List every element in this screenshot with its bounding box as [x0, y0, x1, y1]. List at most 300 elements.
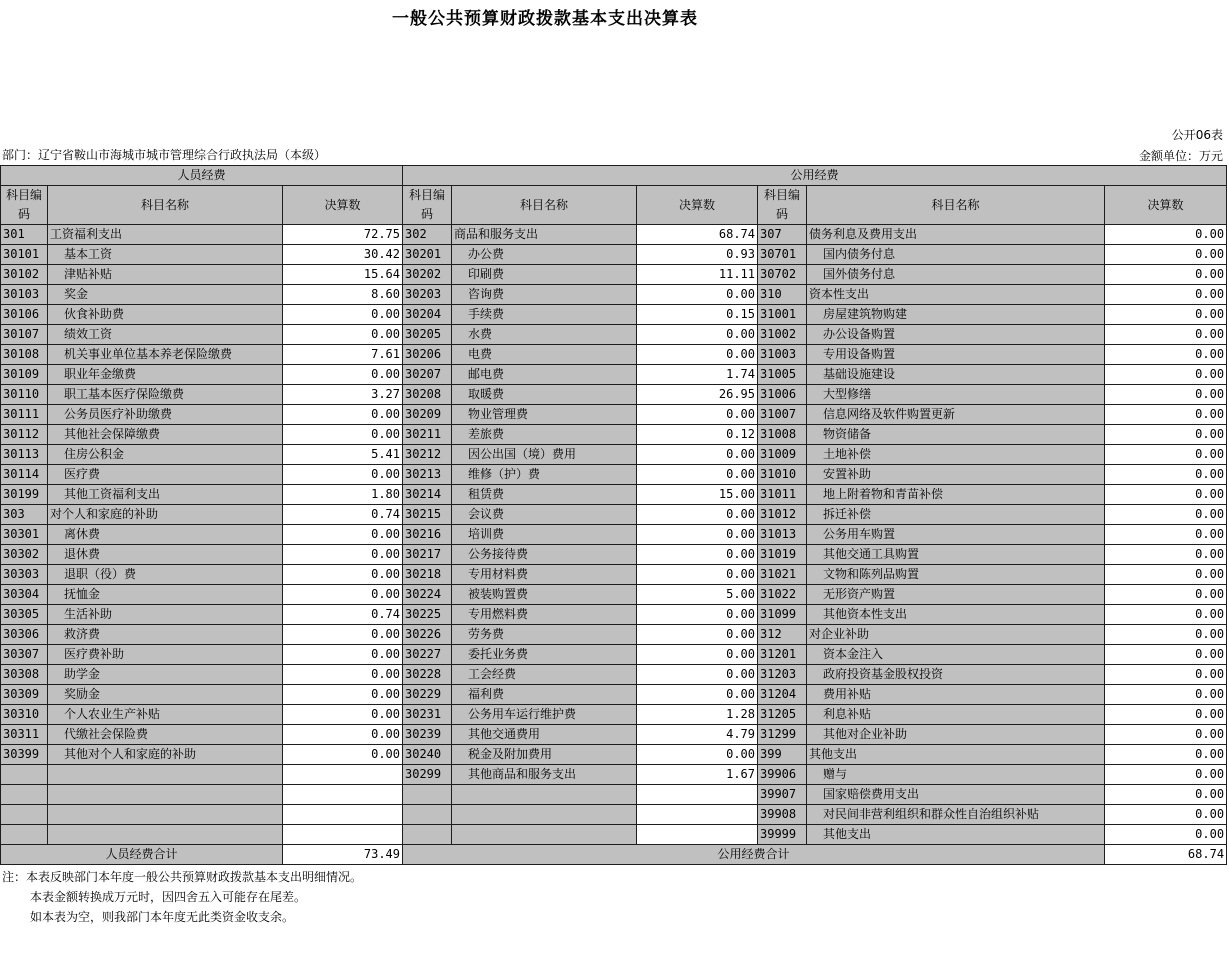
subject-code: 31099 — [758, 605, 807, 625]
subject-code: 30231 — [403, 705, 452, 725]
amount-cell — [637, 825, 758, 845]
subject-code: 30204 — [403, 305, 452, 325]
subject-name: 租赁费 — [452, 485, 637, 505]
amount-cell: 0.00 — [637, 745, 758, 765]
subject-code: 31021 — [758, 565, 807, 585]
subject-code: 30199 — [1, 485, 48, 505]
subject-name: 国内债务付息 — [807, 245, 1105, 265]
table-row — [1, 405, 1227, 425]
subject-name: 代缴社会保险费 — [48, 725, 283, 745]
subject-name: 邮电费 — [452, 365, 637, 385]
table-row — [1, 705, 1227, 725]
subject-code: 30218 — [403, 565, 452, 585]
subject-code: 30702 — [758, 265, 807, 285]
subject-name: 资本金注入 — [807, 645, 1105, 665]
amount-cell: 0.00 — [1105, 665, 1227, 685]
amount-cell: 0.00 — [1105, 545, 1227, 565]
subject-code: 30701 — [758, 245, 807, 265]
unit-label: 金额单位：万元 — [1138, 149, 1223, 163]
amount-cell: 0.00 — [637, 605, 758, 625]
subject-code: 30108 — [1, 345, 48, 365]
subject-code: 30107 — [1, 325, 48, 345]
subject-name: 机关事业单位基本养老保险缴费 — [48, 345, 283, 365]
table-row — [1, 545, 1227, 565]
expenditure-table — [0, 165, 1227, 865]
table-row — [1, 665, 1227, 685]
subject-code: 30307 — [1, 645, 48, 665]
subject-code: 31011 — [758, 485, 807, 505]
name-header: 科目名称 — [807, 186, 1105, 225]
subject-code: 31203 — [758, 665, 807, 685]
table-row — [1, 645, 1227, 665]
amount-cell: 30.42 — [283, 245, 403, 265]
table-row — [1, 805, 1227, 825]
table-row — [1, 565, 1227, 585]
subject-name — [48, 785, 283, 805]
subject-code: 31005 — [758, 365, 807, 385]
subject-name: 其他交通费用 — [452, 725, 637, 745]
subject-code: 39907 — [758, 785, 807, 805]
subject-code: 30207 — [403, 365, 452, 385]
amount-cell: 0.00 — [283, 585, 403, 605]
amount-cell: 0.00 — [1105, 265, 1227, 285]
subject-code: 30302 — [1, 545, 48, 565]
amount-cell: 0.00 — [1105, 525, 1227, 545]
subject-code: 30306 — [1, 625, 48, 645]
subject-name — [48, 765, 283, 785]
subject-code: 31013 — [758, 525, 807, 545]
subject-code: 31299 — [758, 725, 807, 745]
subject-code: 30310 — [1, 705, 48, 725]
amount-cell: 0.00 — [283, 365, 403, 385]
amount-cell: 1.67 — [637, 765, 758, 785]
subject-code: 31022 — [758, 585, 807, 605]
subject-code: 30112 — [1, 425, 48, 445]
amount-cell: 0.00 — [283, 545, 403, 565]
amount-cell: 0.00 — [1105, 585, 1227, 605]
subject-code: 30106 — [1, 305, 48, 325]
code-header: 科目编码 — [403, 186, 452, 225]
table-row — [1, 485, 1227, 505]
subject-name: 工资福利支出 — [48, 225, 283, 245]
amount-cell: 0.00 — [283, 405, 403, 425]
amount-cell: 0.00 — [1105, 805, 1227, 825]
amount-cell: 0.00 — [1105, 785, 1227, 805]
amount-cell: 0.12 — [637, 425, 758, 445]
subject-name: 其他商品和服务支出 — [452, 765, 637, 785]
amount-cell: 0.00 — [1105, 705, 1227, 725]
amount-cell: 0.00 — [1105, 365, 1227, 385]
subject-code — [403, 805, 452, 825]
subject-name: 住房公积金 — [48, 445, 283, 465]
subject-code: 30215 — [403, 505, 452, 525]
subject-code: 30228 — [403, 665, 452, 685]
subject-code: 30311 — [1, 725, 48, 745]
subject-code: 31204 — [758, 685, 807, 705]
subject-code: 30102 — [1, 265, 48, 285]
subject-name: 政府投资基金股权投资 — [807, 665, 1105, 685]
amount-cell: 0.00 — [283, 305, 403, 325]
subject-name: 其他资本性支出 — [807, 605, 1105, 625]
subject-code: 31019 — [758, 545, 807, 565]
table-row — [1, 685, 1227, 705]
subject-name: 基础设施建设 — [807, 365, 1105, 385]
subject-name — [452, 805, 637, 825]
subject-name: 手续费 — [452, 305, 637, 325]
subject-name: 会议费 — [452, 505, 637, 525]
amount-cell: 0.00 — [1105, 685, 1227, 705]
amount-cell: 0.93 — [637, 245, 758, 265]
subject-name: 费用补贴 — [807, 685, 1105, 705]
subject-name: 对民间非营利组织和群众性自治组织补贴 — [807, 805, 1105, 825]
subject-name: 津贴补贴 — [48, 265, 283, 285]
subject-name: 其他对企业补助 — [807, 725, 1105, 745]
amount-cell: 0.15 — [637, 305, 758, 325]
subject-name: 赠与 — [807, 765, 1105, 785]
subject-name: 地上附着物和青苗补偿 — [807, 485, 1105, 505]
amount-cell: 1.74 — [637, 365, 758, 385]
table-row — [1, 465, 1227, 485]
amount-cell — [283, 785, 403, 805]
amount-cell: 0.00 — [283, 645, 403, 665]
amount-cell — [283, 765, 403, 785]
subject-name: 医疗费 — [48, 465, 283, 485]
subject-name: 印刷费 — [452, 265, 637, 285]
table-row — [1, 445, 1227, 465]
amount-cell: 5.41 — [283, 445, 403, 465]
subject-code: 30203 — [403, 285, 452, 305]
table-row — [1, 245, 1227, 265]
amount-cell: 0.00 — [1105, 305, 1227, 325]
subject-code: 30213 — [403, 465, 452, 485]
subject-code: 310 — [758, 285, 807, 305]
amount-cell: 0.00 — [283, 625, 403, 645]
subject-name: 专用燃料费 — [452, 605, 637, 625]
amount-cell: 0.00 — [1105, 825, 1227, 845]
amount-cell: 72.75 — [283, 225, 403, 245]
amount-cell: 0.00 — [1105, 505, 1227, 525]
amount-cell: 0.00 — [1105, 625, 1227, 645]
subject-code: 30229 — [403, 685, 452, 705]
amount-cell: 0.00 — [1105, 285, 1227, 305]
amount-cell: 0.00 — [283, 465, 403, 485]
subject-name: 其他支出 — [807, 825, 1105, 845]
amount-cell: 15.00 — [637, 485, 758, 505]
subject-name: 退职（役）费 — [48, 565, 283, 585]
subject-code: 30211 — [403, 425, 452, 445]
subject-name: 职业年金缴费 — [48, 365, 283, 385]
subject-code: 30217 — [403, 545, 452, 565]
subject-name: 对个人和家庭的补助 — [48, 505, 283, 525]
note-line: 本表金额转换成万元时，因四舍五入可能存在尾差。 — [30, 890, 307, 904]
subject-name: 国家赔偿费用支出 — [807, 785, 1105, 805]
amount-cell — [283, 825, 403, 845]
amount-cell: 0.00 — [283, 725, 403, 745]
subject-code: 30202 — [403, 265, 452, 285]
amount-cell: 0.00 — [1105, 385, 1227, 405]
amount-cell — [637, 805, 758, 825]
amount-cell: 0.00 — [637, 285, 758, 305]
subject-code: 30205 — [403, 325, 452, 345]
public-total-label: 公用经费合计 — [403, 845, 1105, 865]
subject-code: 30216 — [403, 525, 452, 545]
amount-cell: 0.00 — [637, 625, 758, 645]
subject-name: 拆迁补偿 — [807, 505, 1105, 525]
subject-code: 399 — [758, 745, 807, 765]
subject-code: 30208 — [403, 385, 452, 405]
name-header: 科目名称 — [48, 186, 283, 225]
subject-name: 个人农业生产补贴 — [48, 705, 283, 725]
amount-cell — [637, 785, 758, 805]
amount-cell: 0.00 — [1105, 425, 1227, 445]
amount-cell: 5.00 — [637, 585, 758, 605]
subject-name: 公务接待费 — [452, 545, 637, 565]
subject-name: 土地补偿 — [807, 445, 1105, 465]
subject-name: 医疗费补助 — [48, 645, 283, 665]
subject-code: 30308 — [1, 665, 48, 685]
subject-name: 其他对个人和家庭的补助 — [48, 745, 283, 765]
subject-code — [1, 765, 48, 785]
name-header: 科目名称 — [452, 186, 637, 225]
subject-code — [403, 825, 452, 845]
amount-cell: 0.00 — [637, 645, 758, 665]
subject-name: 国外债务付息 — [807, 265, 1105, 285]
amount-header: 决算数 — [637, 186, 758, 225]
subject-name: 差旅费 — [452, 425, 637, 445]
form-code: 公开06表 — [1171, 128, 1223, 142]
amount-cell: 4.79 — [637, 725, 758, 745]
subject-name: 基本工资 — [48, 245, 283, 265]
subject-name: 物资储备 — [807, 425, 1105, 445]
subject-name: 水费 — [452, 325, 637, 345]
amount-cell: 68.74 — [637, 225, 758, 245]
subject-name: 培训费 — [452, 525, 637, 545]
table-row — [1, 745, 1227, 765]
subject-name: 福利费 — [452, 685, 637, 705]
amount-cell: 0.00 — [637, 465, 758, 485]
table-row — [1, 425, 1227, 445]
personnel-total-value: 73.49 — [283, 845, 403, 865]
subject-code: 39999 — [758, 825, 807, 845]
amount-cell: 0.00 — [1105, 405, 1227, 425]
table-row — [1, 365, 1227, 385]
subject-code: 301 — [1, 225, 48, 245]
subject-name: 公务员医疗补助缴费 — [48, 405, 283, 425]
subject-code: 30114 — [1, 465, 48, 485]
subject-code: 30212 — [403, 445, 452, 465]
subject-name: 利息补贴 — [807, 705, 1105, 725]
subject-code — [1, 825, 48, 845]
table-row — [1, 725, 1227, 745]
subject-name: 绩效工资 — [48, 325, 283, 345]
subject-name: 被装购置费 — [452, 585, 637, 605]
amount-header: 决算数 — [1105, 186, 1227, 225]
subject-name — [48, 805, 283, 825]
subject-code: 31008 — [758, 425, 807, 445]
amount-cell: 1.80 — [283, 485, 403, 505]
subject-name: 工会经费 — [452, 665, 637, 685]
table-row — [1, 345, 1227, 365]
amount-cell: 0.00 — [1105, 745, 1227, 765]
amount-cell: 0.00 — [283, 525, 403, 545]
amount-cell: 26.95 — [637, 385, 758, 405]
subject-name: 职工基本医疗保险缴费 — [48, 385, 283, 405]
subject-code: 30209 — [403, 405, 452, 425]
subject-name: 办公费 — [452, 245, 637, 265]
department-label: 部门：辽宁省鞍山市海城市城市管理综合行政执法局（本级） — [2, 148, 327, 162]
table-row — [1, 225, 1227, 245]
amount-cell — [283, 805, 403, 825]
code-header: 科目编码 — [758, 186, 807, 225]
amount-cell: 0.00 — [637, 505, 758, 525]
subject-code: 30206 — [403, 345, 452, 365]
subject-name: 文物和陈列品购置 — [807, 565, 1105, 585]
amount-cell: 0.00 — [1105, 245, 1227, 265]
subject-code: 30309 — [1, 685, 48, 705]
subject-name: 救济费 — [48, 625, 283, 645]
subject-name — [48, 825, 283, 845]
table-row — [1, 265, 1227, 285]
subject-name: 专用设备购置 — [807, 345, 1105, 365]
subject-name: 其他支出 — [807, 745, 1105, 765]
subject-code: 31007 — [758, 405, 807, 425]
subject-code: 303 — [1, 505, 48, 525]
amount-cell: 0.00 — [1105, 345, 1227, 365]
subject-name: 生活补助 — [48, 605, 283, 625]
subject-name: 无形资产购置 — [807, 585, 1105, 605]
subject-name: 信息网络及软件购置更新 — [807, 405, 1105, 425]
personnel-header: 人员经费 — [1, 166, 403, 186]
table-row — [1, 625, 1227, 645]
subject-name: 咨询费 — [452, 285, 637, 305]
amount-cell: 0.00 — [637, 565, 758, 585]
amount-cell: 0.74 — [283, 505, 403, 525]
subject-code: 30101 — [1, 245, 48, 265]
subject-name: 债务利息及费用支出 — [807, 225, 1105, 245]
subject-code: 30399 — [1, 745, 48, 765]
amount-cell: 0.00 — [637, 525, 758, 545]
subject-name: 助学金 — [48, 665, 283, 685]
amount-cell: 3.27 — [283, 385, 403, 405]
subject-code: 31010 — [758, 465, 807, 485]
subject-code: 30240 — [403, 745, 452, 765]
subject-name: 伙食补助费 — [48, 305, 283, 325]
subject-code: 30301 — [1, 525, 48, 545]
subject-code: 30226 — [403, 625, 452, 645]
code-header: 科目编码 — [1, 186, 48, 225]
subject-name: 安置补助 — [807, 465, 1105, 485]
subject-code: 31012 — [758, 505, 807, 525]
subject-code: 31006 — [758, 385, 807, 405]
subject-name: 离休费 — [48, 525, 283, 545]
amount-cell: 8.60 — [283, 285, 403, 305]
subject-code: 31201 — [758, 645, 807, 665]
personnel-total-label: 人员经费合计 — [1, 845, 283, 865]
table-row — [1, 585, 1227, 605]
subject-name: 退休费 — [48, 545, 283, 565]
table-row — [1, 285, 1227, 305]
subject-code: 30239 — [403, 725, 452, 745]
amount-cell: 0.00 — [1105, 225, 1227, 245]
amount-cell: 0.00 — [1105, 445, 1227, 465]
subject-name: 资本性支出 — [807, 285, 1105, 305]
amount-header: 决算数 — [283, 186, 403, 225]
amount-cell: 0.00 — [1105, 485, 1227, 505]
amount-cell: 0.00 — [283, 425, 403, 445]
subject-code: 30214 — [403, 485, 452, 505]
amount-cell: 0.00 — [1105, 465, 1227, 485]
subject-code: 312 — [758, 625, 807, 645]
subject-code: 31009 — [758, 445, 807, 465]
amount-cell: 0.00 — [283, 665, 403, 685]
table-row — [1, 765, 1227, 785]
amount-cell: 0.00 — [283, 685, 403, 705]
notes — [2, 867, 362, 927]
amount-cell: 0.00 — [637, 405, 758, 425]
subject-name: 房屋建筑物购建 — [807, 305, 1105, 325]
subject-name: 公务用车购置 — [807, 525, 1105, 545]
amount-cell: 0.00 — [1105, 645, 1227, 665]
subject-code: 31002 — [758, 325, 807, 345]
amount-cell: 0.00 — [283, 705, 403, 725]
table-row — [1, 605, 1227, 625]
amount-cell: 0.00 — [637, 325, 758, 345]
amount-cell: 11.11 — [637, 265, 758, 285]
subject-code: 30224 — [403, 585, 452, 605]
subject-code: 30305 — [1, 605, 48, 625]
subject-name: 劳务费 — [452, 625, 637, 645]
subject-code — [403, 785, 452, 805]
subject-code: 30201 — [403, 245, 452, 265]
subject-name: 抚恤金 — [48, 585, 283, 605]
amount-cell: 0.00 — [1105, 565, 1227, 585]
subject-name: 税金及附加费用 — [452, 745, 637, 765]
subject-name: 其他工资福利支出 — [48, 485, 283, 505]
subject-name: 大型修缮 — [807, 385, 1105, 405]
table-row — [1, 505, 1227, 525]
subject-name: 电费 — [452, 345, 637, 365]
subject-code: 39908 — [758, 805, 807, 825]
amount-cell: 0.00 — [637, 445, 758, 465]
amount-cell: 0.00 — [1105, 725, 1227, 745]
table-row — [1, 525, 1227, 545]
table-row — [1, 385, 1227, 405]
subject-code: 30110 — [1, 385, 48, 405]
public-header: 公用经费 — [403, 166, 1227, 186]
subject-name: 维修（护）费 — [452, 465, 637, 485]
table-row — [1, 325, 1227, 345]
table-row — [1, 785, 1227, 805]
amount-cell: 0.00 — [283, 745, 403, 765]
subject-code: 307 — [758, 225, 807, 245]
subject-code: 39906 — [758, 765, 807, 785]
amount-cell: 0.74 — [283, 605, 403, 625]
subject-name: 专用材料费 — [452, 565, 637, 585]
subject-code — [1, 805, 48, 825]
amount-cell: 0.00 — [1105, 765, 1227, 785]
subject-name: 对企业补助 — [807, 625, 1105, 645]
amount-cell: 0.00 — [283, 325, 403, 345]
table-row — [1, 825, 1227, 845]
amount-cell: 0.00 — [283, 565, 403, 585]
subject-name: 取暖费 — [452, 385, 637, 405]
subject-name — [452, 785, 637, 805]
table-row — [1, 305, 1227, 325]
amount-cell: 0.00 — [1105, 605, 1227, 625]
subject-code: 30113 — [1, 445, 48, 465]
subject-name: 其他社会保障缴费 — [48, 425, 283, 445]
amount-cell: 0.00 — [1105, 325, 1227, 345]
